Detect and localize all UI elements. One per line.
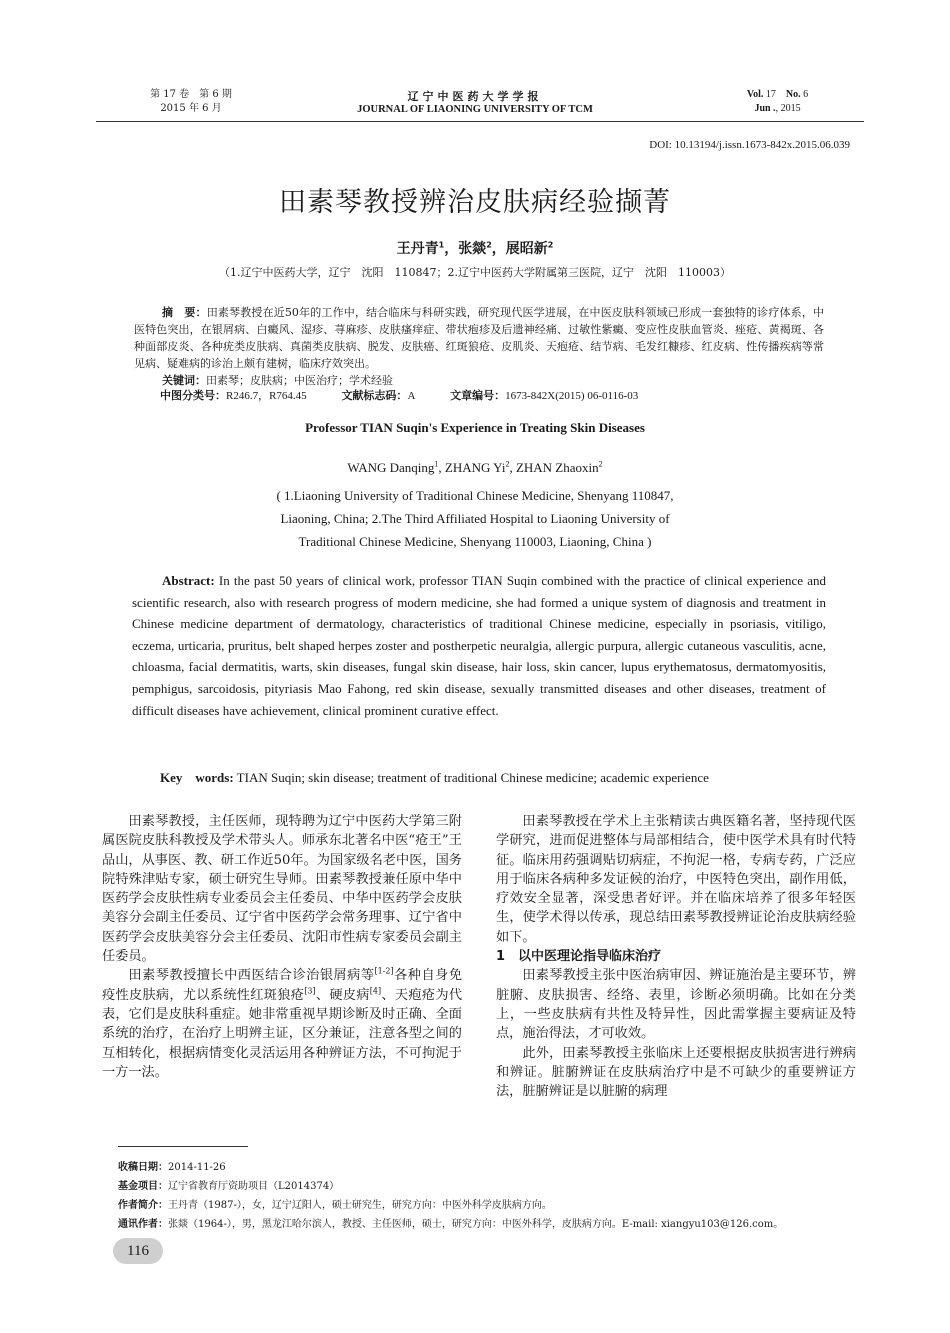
citation-ref: [3] bbox=[304, 986, 316, 996]
page-number: 116 bbox=[113, 1238, 163, 1264]
corresponding-author: 通讯作者：张燚（1964-），男，黑龙江哈尔滨人，教授、主任医师，硕士，研究方向：中医外科学，皮肤病方向。E-mail: xiangyu103@126.com。 bbox=[118, 1219, 784, 1230]
volume-issue-en: Vol. 17 No. 6 bbox=[746, 89, 809, 100]
citation-ref: [4] bbox=[369, 986, 382, 996]
keywords-cn: 关键词：田素琴；皮肤病；中医治疗；学术经验 bbox=[162, 374, 393, 387]
paragraph: 田素琴教授，主任医师，现特聘为辽宁中医药大学第三附属医院皮肤科教授及学术带头人。师承东北著名中医“疮王”王品山，从事医、教、研工作近50年。为国家级名老中医，国务院特殊津贴专家，硕士研究生导师。田素琴教授兼任原中华中医药学会皮肤性病专业委员会主任委员、中华中医药学会皮肤美容分会副主任委员、辽宁省中医药学会常务理事、辽宁省中医药学会皮肤美容分会主任委员、沈阳市性病专家委员会副主任委员。 bbox=[102, 814, 462, 965]
author-bio: 作者简介：王丹青（1987-），女，辽宁辽阳人，硕士研究生，研究方向：中医外科学皮肤病方向。 bbox=[118, 1200, 552, 1211]
english-title: Professor TIAN Suqin's Experience in Treating Skin Diseases bbox=[305, 420, 645, 435]
body-column-right bbox=[496, 812, 856, 1101]
footnote-rule bbox=[118, 1146, 248, 1147]
journal-header bbox=[300, 88, 650, 115]
article-title: 田素琴教授辨治皮肤病经验撷菁 bbox=[279, 187, 671, 218]
header-volume-cn bbox=[116, 88, 266, 116]
fund-note: 基金项目：辽宁省教育厅资助项目（L2014374） bbox=[118, 1181, 340, 1192]
volume-issue-cn: 第 17 卷 第 6 期 bbox=[150, 89, 232, 100]
author-list: 王丹青$^1$，张燚$^2$，展昭新$^2$ bbox=[396, 240, 554, 257]
abstract-cn bbox=[134, 304, 824, 389]
english-keywords: Key words: TIAN Suqin; skin disease; treatment of traditional Chinese medicine; academic experience bbox=[160, 770, 709, 785]
date-en: Jun ., 2015 bbox=[754, 103, 801, 114]
affiliation: （1.辽宁中医药大学，辽宁 沈阳 110847；2.辽宁中医药大学附属第三医院，辽宁 沈阳 110003） bbox=[219, 266, 731, 279]
header-volume-en bbox=[690, 88, 865, 116]
citation-ref: [1-2] bbox=[374, 966, 394, 976]
classification-line: 中图分类号：R246.7，R764.45 文献标志码：A 文章编号：1673-842X(2015) 06-0116-03 bbox=[160, 389, 639, 402]
paragraph: 田素琴教授在学术上主张精读古典医籍名著，坚持现代医学研究，进而促进整体与局部相结合，使中医学术具有时代特征。临床用药强调贴切病症，不拘泥一格，专病专药，广泛应用于临床各病种多发证候的治疗，中医特色突出，副作用低，疗效安全显著，深受患者好评。并在临床培养了很多年轻医生，使学术得以传承，现总结田素琴教授辨证论治皮肤病经验如下。 bbox=[496, 814, 856, 945]
english-abstract-text: In the past 50 years of clinical work, professor TIAN Suqin combined with the practice of clinical experience and scientific research, also with research progress of modern medicine, she had formed a unique system of diagnosis and treatment in Chinese medicine department of dermatology, characteristics of traditional Chinese medicine, especially in psoriasis, vitiligo, eczema, urticaria, pruritus, belt shaped herpes zoster and postherpetic neuralgia, allergic purpura, allergic cutaneous vasculitis, acne, chloasma, facial dermatitis, warts, skin diseases, fungal skin disease, hair loss, skin cancer, lupus erythematosus, dermatomyositis, pemphigus, sarcoidosis, pityriasis Mao Fahong, red skin disease, sexually transmitted diseases and other diseases, treatment of difficult diseases have achievement, clinical prominent curative effect. bbox=[132, 573, 826, 718]
journal-name-en: JOURNAL OF LIAONING UNIVERSITY OF TCM bbox=[357, 104, 593, 115]
paragraph: 此外，田素琴教授主张临床上还要根据皮肤损害进行辨病和辨证。脏腑辨证在皮肤病治疗中是不可缺少的重要辨证方法，脏腑辨证是以脏腑的病理 bbox=[496, 1045, 856, 1100]
abstract-cn-label: 摘 要： bbox=[162, 306, 207, 319]
paragraph: 田素琴教授主张中医治病审因、辨证施治是主要环节，辨脏腑、皮肤损害、经络、表里，诊断必须明确。比如在分类上，一些皮肤病有共性及特异性，因此需掌握主要病证及特点，施治得法，才可收效。 bbox=[496, 968, 856, 1042]
english-abstract bbox=[132, 570, 826, 721]
journal-name-cn: 辽宁中医药大学学报 bbox=[407, 90, 543, 103]
date-cn: 2015 年 6 月 bbox=[160, 103, 222, 114]
section-heading: 1 以中医理论指导临床治疗 bbox=[496, 949, 662, 965]
received-date: 收稿日期：2014-11-26 bbox=[118, 1162, 226, 1173]
paragraph: 田素琴教授擅长中西医结合诊治银屑病等[1-2]各种自身免疫性皮肤病，尤以系统性红斑狼疮[3]、硬皮病[4]、天疱疮为代表，它们是皮肤科重症。她非常重视早期诊断及时正确、全面系统的治疗，在治疗上明辨主证，区分兼证，注意各型之间的互相转化，根据病情变化灵活运用各种辨证方法，不可拘泥于一方一法。 bbox=[102, 966, 463, 1080]
body-column-left bbox=[102, 812, 462, 1082]
english-abstract-label: Abstract: bbox=[162, 573, 215, 588]
english-affiliation: ( 1.Liaoning University of Traditional Chinese Medicine, Shenyang 110847, Liaoning, China; 2.The Third Affiliated Hospital to Liaoning University of Traditional Chinese Medicine, Shenyang 110003, Liaoning, China ) bbox=[276, 488, 674, 549]
english-authors: WANG Danqing$^1$, ZHANG Yi$^2$, ZHAN Zhaoxin$^2$ bbox=[347, 459, 603, 475]
abstract-cn-text: 田素琴教授在近50年的工作中，结合临床与科研实践，研究现代医学进展，在中医皮肤科领域已形成一套独特的诊疗体系，中医特色突出，在银屑病、白癜风、湿疹、荨麻疹、皮肤瘙痒症、带状疱疹及后遗神经痛、过敏性紫癜、变应性皮肤血管炎、痤疮、黄褐斑、各种面部皮炎、各种疣类皮肤病、真菌类皮肤病、脱发、皮肤癌、红斑狼疮、皮肌炎、天疱疮、结节病、毛发红糠疹、红皮病、性传播疾病等常见病、疑难病的诊治上颇有建树，临床疗效突出。 bbox=[134, 306, 825, 370]
doi: DOI: 10.13194/j.issn.1673-842x.2015.06.039 bbox=[649, 139, 850, 151]
header-rule bbox=[96, 121, 864, 122]
footnotes bbox=[118, 1158, 878, 1234]
abstract-cn-body bbox=[134, 304, 824, 372]
